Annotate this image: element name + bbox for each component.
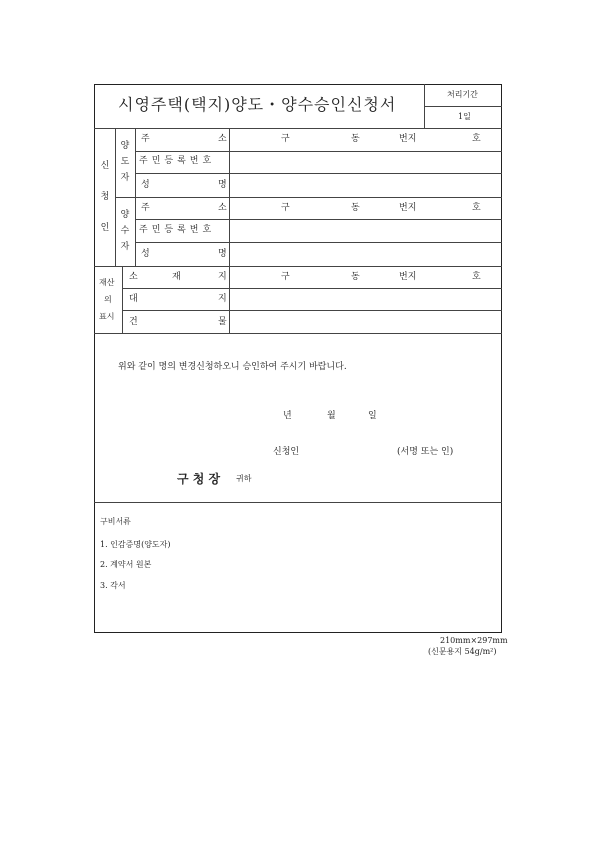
row-divider bbox=[135, 242, 502, 243]
row-divider bbox=[115, 197, 502, 198]
applicant-sign-label: 신청인 bbox=[273, 447, 300, 457]
form-label: 동 bbox=[351, 272, 360, 282]
transferor-label-char: 양 bbox=[120, 141, 130, 151]
section-divider bbox=[94, 502, 502, 503]
form-label: 번지 bbox=[399, 203, 417, 213]
form-label: 호 bbox=[472, 272, 481, 282]
property-label: 재산 bbox=[99, 278, 115, 287]
form-label: 건 bbox=[129, 317, 138, 327]
date-month: 월 bbox=[327, 411, 336, 421]
document-item: 2. 계약서 원본 bbox=[100, 560, 152, 569]
form-label: 구 bbox=[281, 134, 290, 144]
applicant-label-char: 신 bbox=[100, 161, 110, 171]
form-label: 주 bbox=[141, 134, 150, 144]
section-divider bbox=[94, 266, 502, 267]
processing-separator bbox=[424, 84, 425, 128]
paper-spec: (신문용지 54g/m²) bbox=[428, 647, 497, 656]
document-item: 1. 인감증명(양도자) bbox=[100, 540, 171, 549]
form-label: 소 bbox=[218, 134, 227, 144]
processing-divider bbox=[424, 106, 502, 107]
row-divider bbox=[122, 310, 502, 311]
form-label: 성 bbox=[141, 180, 150, 190]
applicant-label-char: 인 bbox=[100, 223, 110, 233]
column-divider bbox=[135, 128, 136, 266]
section-divider bbox=[94, 333, 502, 334]
row-divider bbox=[135, 219, 502, 220]
processing-period-label: 처리기간 bbox=[447, 90, 478, 99]
form-label: 구 bbox=[281, 203, 290, 213]
transferor-id-label: 주민등록번호 bbox=[139, 156, 216, 166]
form-label: 호 bbox=[472, 203, 481, 213]
row-divider bbox=[135, 151, 502, 152]
column-divider bbox=[122, 266, 123, 333]
processing-period-value: 1일 bbox=[458, 112, 471, 121]
form-title: 시영주택(택지)양도・양수승인신청서 bbox=[118, 95, 397, 114]
form-label: 번지 bbox=[399, 272, 417, 282]
transferee-label-char: 자 bbox=[120, 242, 130, 252]
title-divider bbox=[94, 128, 502, 129]
form-label: 지 bbox=[218, 272, 227, 282]
date-day: 일 bbox=[368, 411, 377, 421]
transferee-id-label: 주민등록번호 bbox=[139, 225, 216, 235]
column-divider bbox=[229, 128, 230, 333]
form-label: 소 bbox=[218, 203, 227, 213]
applicant-label-char: 청 bbox=[100, 192, 110, 202]
form-label: 명 bbox=[218, 249, 227, 259]
transferor-label-char: 자 bbox=[120, 173, 130, 183]
recipient-suffix: 귀하 bbox=[236, 474, 252, 483]
request-text: 위와 같이 명의 변경신청하오니 승인하여 주시기 바랍니다. bbox=[118, 362, 347, 372]
row-divider bbox=[122, 288, 502, 289]
form-label: 성 bbox=[141, 249, 150, 259]
document-item: 3. 각서 bbox=[100, 581, 126, 590]
row-divider bbox=[135, 173, 502, 174]
form-label: 주 bbox=[141, 203, 150, 213]
sign-note: (서명 또는 인) bbox=[397, 447, 454, 457]
form-label: 지 bbox=[218, 294, 227, 304]
transferee-label-char: 수 bbox=[120, 226, 130, 236]
form-label: 소 bbox=[129, 272, 138, 282]
recipient: 구 청 장 bbox=[177, 472, 221, 486]
form-label: 대 bbox=[129, 294, 138, 304]
form-label: 재 bbox=[172, 272, 181, 282]
form-label: 번지 bbox=[399, 134, 417, 144]
date-year: 년 bbox=[283, 411, 292, 421]
form-label: 구 bbox=[281, 272, 290, 282]
property-label: 표시 bbox=[99, 312, 115, 321]
form-label: 호 bbox=[472, 134, 481, 144]
transferor-label-char: 도 bbox=[120, 157, 130, 167]
documents-title: 구비서류 bbox=[100, 517, 131, 526]
column-divider bbox=[115, 128, 116, 266]
form-label: 동 bbox=[351, 134, 360, 144]
form-label: 동 bbox=[351, 203, 360, 213]
paper-size: 210mm×297mm bbox=[440, 636, 508, 645]
form-label: 물 bbox=[218, 317, 227, 327]
property-label: 의 bbox=[104, 295, 112, 304]
transferee-label-char: 양 bbox=[120, 210, 130, 220]
application-form bbox=[94, 84, 502, 633]
form-label: 명 bbox=[218, 180, 227, 190]
